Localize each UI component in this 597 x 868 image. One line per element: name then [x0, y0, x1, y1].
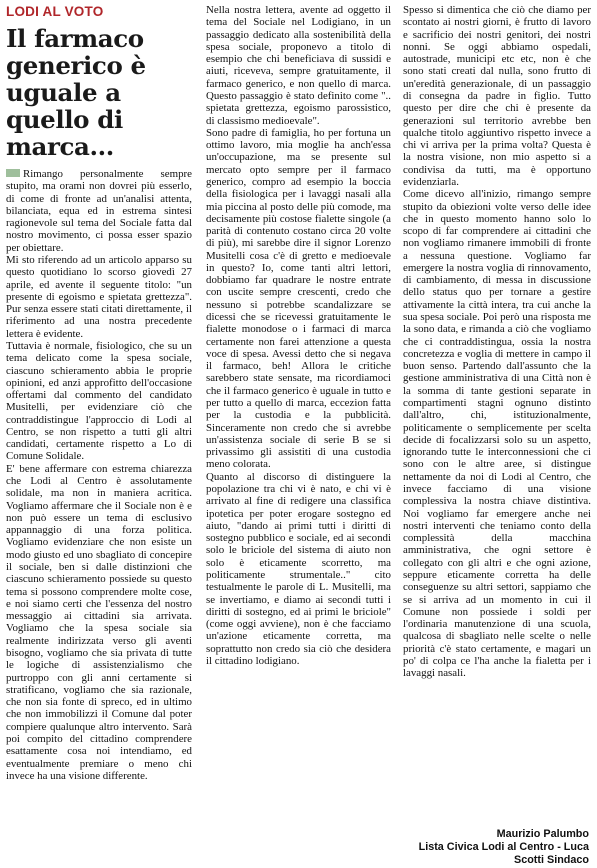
- section-kicker: LODI AL VOTO: [6, 4, 104, 19]
- signature: [419, 828, 589, 867]
- signature-line: Scotti Sindaco: [514, 854, 589, 866]
- paragraph: Quanto al discorso di distinguere la popolazione tra chi vi è nato, e chi vi è arrivato al fine di redigere una classifica ipotetica per poter erogare sostegno ed aiuto, "dando ai primi tutti i diritti di sostegno pubblico e sociale, ed ai secondi solo le briciole del sistema di aiuto non solo è eticamente scorretto, ma politicamente strumentale.." cito testualmente le parole di L. Musitelli, ma se invertiamo, e diamo ai secondi tutti i diritti di sostegno, ed ai primi le briciole" (come oggi avviene), non è che facciamo un'azione eticamente corretta, ma soprattutto non credo sia ciò che desidera il cittadino lodigiano.: [206, 470, 391, 667]
- paragraph: Come dicevo all'inizio, rimango sempre stupito da obiezioni volte verso delle idee che in questo momento hanno solo lo scopo di far comprendere ai cittadini che non vogliamo rimanere immobili di fronte a nessuna questione. Vogliamo far emergere la nostra voglia di rinnovamento, di cambiamento, di messa in discussione dello status quo per tornare a gestire attivamente la città intera, tra cui anche la sua spesa sociale. Poi però una risposta me la sono data, e rimanda a ciò che vogliamo che ci contraddistingua, ossia la nostra concretezza e voglia di mettere in campo il buon senso. Partendo dall'assunto che la gestione amministrativa di una Città non è la somma di tante gestioni separate in compartimenti stagni ognuno distinto dall'altro, chi, istituzionalmente, politicamente o semplicemente per scelta decide di focalizzarsi solo su un aspetto, ignorando tutte le interconnessioni che ci sono con le altre aree, si distingue nettamente da noi di Lodi al Centro, che invece facciamo di una visione complessiva la nostra chiave distintiva. Noi vogliamo far emergere anche nei nostri interventi che teniamo conto della complessità della macchina amministrativa, che ogni settore è collegato con gli altri e che ogni azione, seppure eticamente corretta ha delle conseguenze su altri settori, sappiamo che se si arriva ad un momento in cui il Comune non possiede i soldi per l'ordinaria manutenzione di una scuola, qualcosa di sbagliato nelle scelte o nelle priorità c'è stato certamente, e magari un po' di colpa ce l'ha anche la fialetta per i lavaggi nasali.: [403, 188, 591, 680]
- paragraph: E' bene affermare con estrema chiarezza che Lodi al Centro è assolutamente solidale, ma non in maniera acritica. Vogliamo affermare che il Sociale non è e non può essere un tema di esclusivo appannaggio di una forza politica. Vogliamo evidenziare che non esiste un modo giusto ed uno sbagliato di concepire il sociale, ben si dalle distinzioni che ciascuno schieramento possiede su questo tema si possono comprendere molte cose, e noi siamo certi che l'essenza del nostro messaggio ai cittadini sia arrivata. Vogliamo che la spesa sociale sia realmente indirizzata verso gli aventi bisogno, vogliamo che sia privata di tutte le logiche di assistenzialismo che purtroppo con gli anni certamente si stratificano, vogliamo che sia razionale, che non sia fonte di spreco, ed in ultimo che non immobilizzi il Comune dal poter compiere qualunque altro intervento. Sarà poi compito del cittadino comprendere esattamente cosa noi intendiamo, ed eventualmente premiare o meno chi invece ha una visione differente.: [6, 462, 192, 782]
- signature-line: Lista Civica Lodi al Centro - Luca: [418, 841, 589, 853]
- paragraph: Tuttavia è normale, fisiologico, che su un tema delicato come la spesa sociale, ciascuno schieramento abbia le proprie opinioni, ed anzi approfitto dell'occasione offertami dal commento del candidato Musitelli, per evidenziare ciò che contraddistingue l'approccio di Lodi al Centro, se non rispetto a tutti gli altri candidati, certamente rispetto a Lo di Comune Solidale.: [6, 339, 192, 463]
- article-column-2: [206, 4, 391, 667]
- paragraph: Sono padre di famiglia, ho per fortuna un ottimo lavoro, mia moglie ha anch'essa un'occupazione, ma se presente sul mercato opto sempre per il farmaco generico, compro ad esempio la boccia della fisiologica per i lavaggi nasali alla mia piccina al posto delle più comode, ma decisamente più costose fialette singole (a parità di contenuto costano circa 20 volte di più), mi sarebbe dire il signor Lorenzo Musitelli cosa c'è di gretto e medioevale in questo? Io, come tanti altri lettori, dobbiamo far quadrare le nostre entrate con uscite sempre crescenti, credo che nessuno si potrebbe scandalizzare se dicessi che se ricevessi gratuitamente le fialette monodose o i farmaci di marca certamente non farei attenzione a questa voce di spesa. Avessi detto che si negava il farmaco, beh! Allora le critiche sarebbero state sensate, ma ricordiamoci che il farmaco generico è uguale in tutto e per tutto a quello di marca, eccezion fatta per la custodia e la pubblicità. Sinceramente non credo che si avrebbe un'assistenza sociale di serie B se si privassimo gli assistiti di una custodia meno colorata.: [206, 126, 391, 471]
- signature-name: Maurizio Palumbo: [496, 828, 589, 840]
- paragraph: Spesso si dimentica che ciò che diamo per scontato ai nostri giorni, è frutto di lavoro e sacrificio dei nostri genitori, dei nostri nonni. Se oggi abbiamo ospedali, autostrade, municipi etc etc, non è che sono stati creati dal nulla, sono frutto di un'eredità generazionale, di un passaggio di consegna da padre in figlio. Tutto questo per dire che chi è presente da generazioni sul territorio avrebbe ben qualche titolo aggiuntivo rispetto invece a chi vi arriva per la prima volta? Questa è la nostra visione, non mio aspetto si a condivisa da tutti, ma è opportuno evidenziarla.: [403, 4, 591, 188]
- paragraph-text: Rimango personalmente sempre stupito, ma orami non dovrei più esserlo, di come di fronte ad un'analisi attenta, bilanciata, equa ed in estrema sintesi ragionevole sul tema del Sociale fatta dal nostro movimento, ci possa esser spazio per obiettare.: [6, 168, 192, 254]
- paragraph: [6, 168, 192, 254]
- article-column-3: [403, 4, 591, 679]
- paragraph: Nella nostra lettera, avente ad oggetto il tema del Sociale nel Lodigiano, in un passaggio dedicato alla sostenibilità della spesa sociale, proponevo a titolo di esempio che chi beneficiava di sussidi e aiuti, riceveva, sempre gratuitamente, il farmaco generico, e non quello di marca. Questo passaggio è stato definito come ".. spietata grettezza, egoismo parossistico, di classismo medioevale".: [206, 4, 391, 127]
- article-headline: Il farmaco generico è uguale a quello di marca...: [6, 24, 146, 161]
- article-column-1: [6, 4, 192, 782]
- paragraph: Mi sto riferendo ad un articolo apparso su questo quotidiano lo scorso giovedì 27 aprile, ed avente il seguente titolo: "un presente di egoismo e spietata grettezza". Pur senza essere stati citati direttamente, il riferimento ad una nostra precedente lettera è evidente.: [6, 253, 192, 340]
- paragraph-marker-icon: [6, 169, 20, 177]
